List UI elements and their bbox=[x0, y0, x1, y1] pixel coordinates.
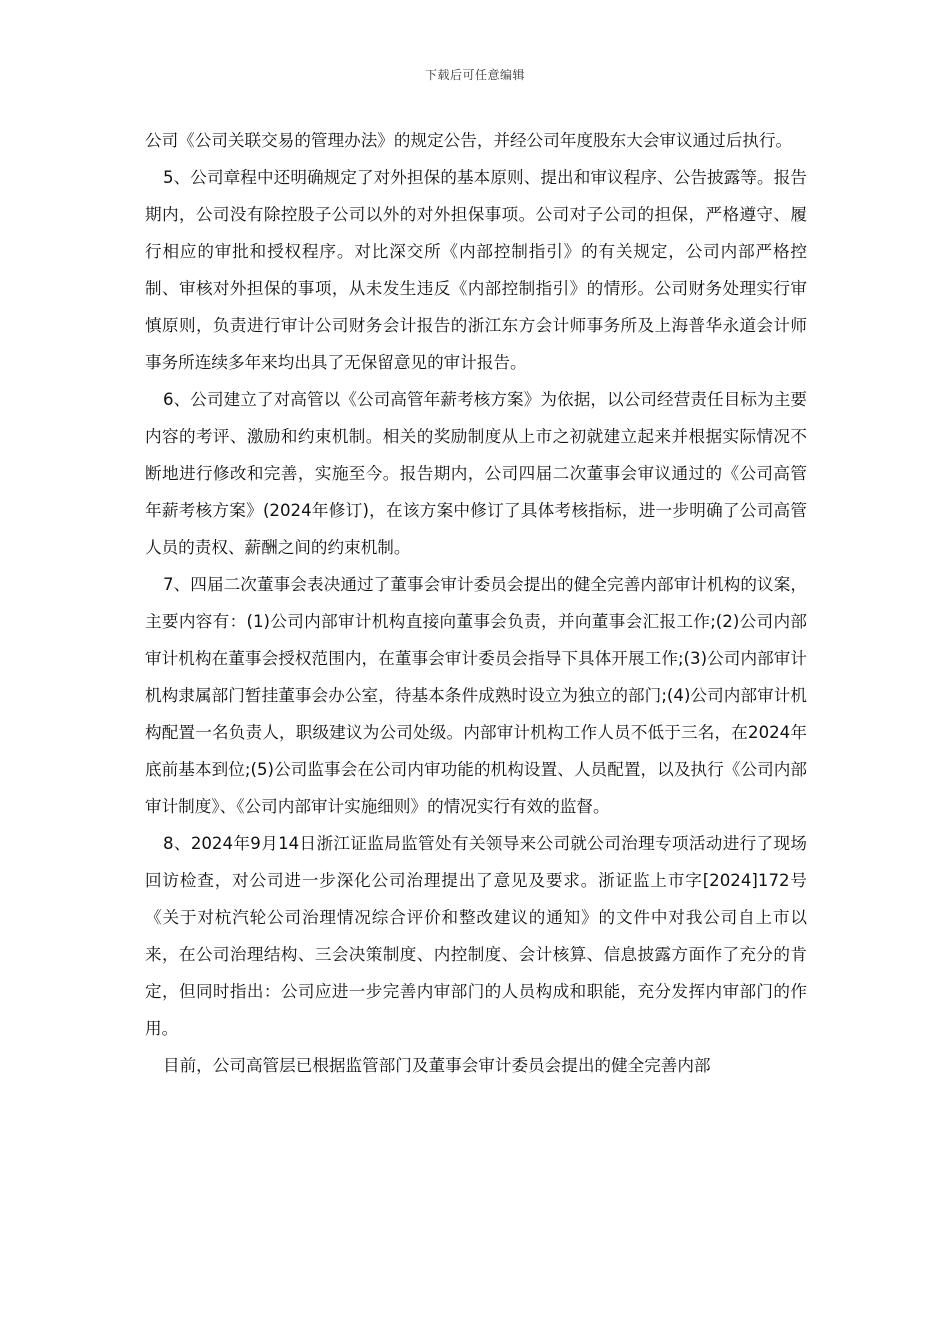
paragraph-item-5: 5、公司章程中还明确规定了对外担保的基本原则、提出和审议程序、公告披露等。报告期内，公司没有除控股子公司以外的对外担保事项。公司对子公司的担保，严格遵守、履行相应的审批和授权程序。对比深交所《内部控制指引》的有关规定，公司内部严格控制、审核对外担保的事项，从未发生违反《内部控制指引》的情形。公司财务处理实行审慎原则，负责进行审计公司财务会计报告的浙江东方会计师事务所及上海普华永道会计师事务所连续多年来均出具了无保留意见的审计报告。 bbox=[145, 168, 807, 372]
document-body bbox=[145, 122, 807, 1084]
paragraph-item-8: 8、2024年9月14日浙江证监局监管处有关领导来公司就公司治理专项活动进行了现场回访检查，对公司进一步深化公司治理提出了意见及要求。浙证监上市字[2024]172号《关于对杭汽轮公司治理情况综合评价和整改建议的通知》的文件中对我公司自上市以来，在公司治理结构、三会决策制度、内控制度、会计核算、信息披露方面作了充分的肯定，但同时指出：公司应进一步完善内审部门的人员构成和职能，充分发挥内审部门的作用。 bbox=[145, 834, 807, 1038]
paragraph-item-6: 6、公司建立了对高管以《公司高管年薪考核方案》为依据，以公司经营责任目标为主要内容的考评、激励和约束机制。相关的奖励制度从上市之初就建立起来并根据实际情况不断地进行修改和完善，实施至今。报告期内，公司四届二次董事会审议通过的《公司高管年薪考核方案》(2024年修订)，在该方案中修订了具体考核指标，进一步明确了公司高管人员的责权、薪酬之间的约束机制。 bbox=[145, 390, 807, 557]
paragraph-current-status: 目前，公司高管层已根据监管部门及董事会审计委员会提出的健全完善内部 bbox=[163, 1056, 711, 1075]
page-header: 下载后可任意编辑 bbox=[424, 68, 525, 82]
paragraph-item-7: 7、四届二次董事会表决通过了董事会审计委员会提出的健全完善内部审计机构的议案，主要内容有：(1)公司内部审计机构直接向董事会负责，并向董事会汇报工作;(2)公司内部审计机构在董事会授权范围内，在董事会审计委员会指导下具体开展工作;(3)公司内部审计机构隶属部门暂挂董事会办公室，待基本条件成熟时设立为独立的部门;(4)公司内部审计机构配置一名负责人，职级建议为公司处级。内部审计机构工作人员不低于三名，在2024年底前基本到位;(5)公司监事会在公司内审功能的机构设置、人员配置，以及执行《公司内部审计制度》、《公司内部审计实施细则》的情况实行有效的监督。 bbox=[145, 575, 807, 816]
paragraph-continuation: 公司《公司关联交易的管理办法》的规定公告，并经公司年度股东大会审议通过后执行。 bbox=[145, 131, 793, 150]
